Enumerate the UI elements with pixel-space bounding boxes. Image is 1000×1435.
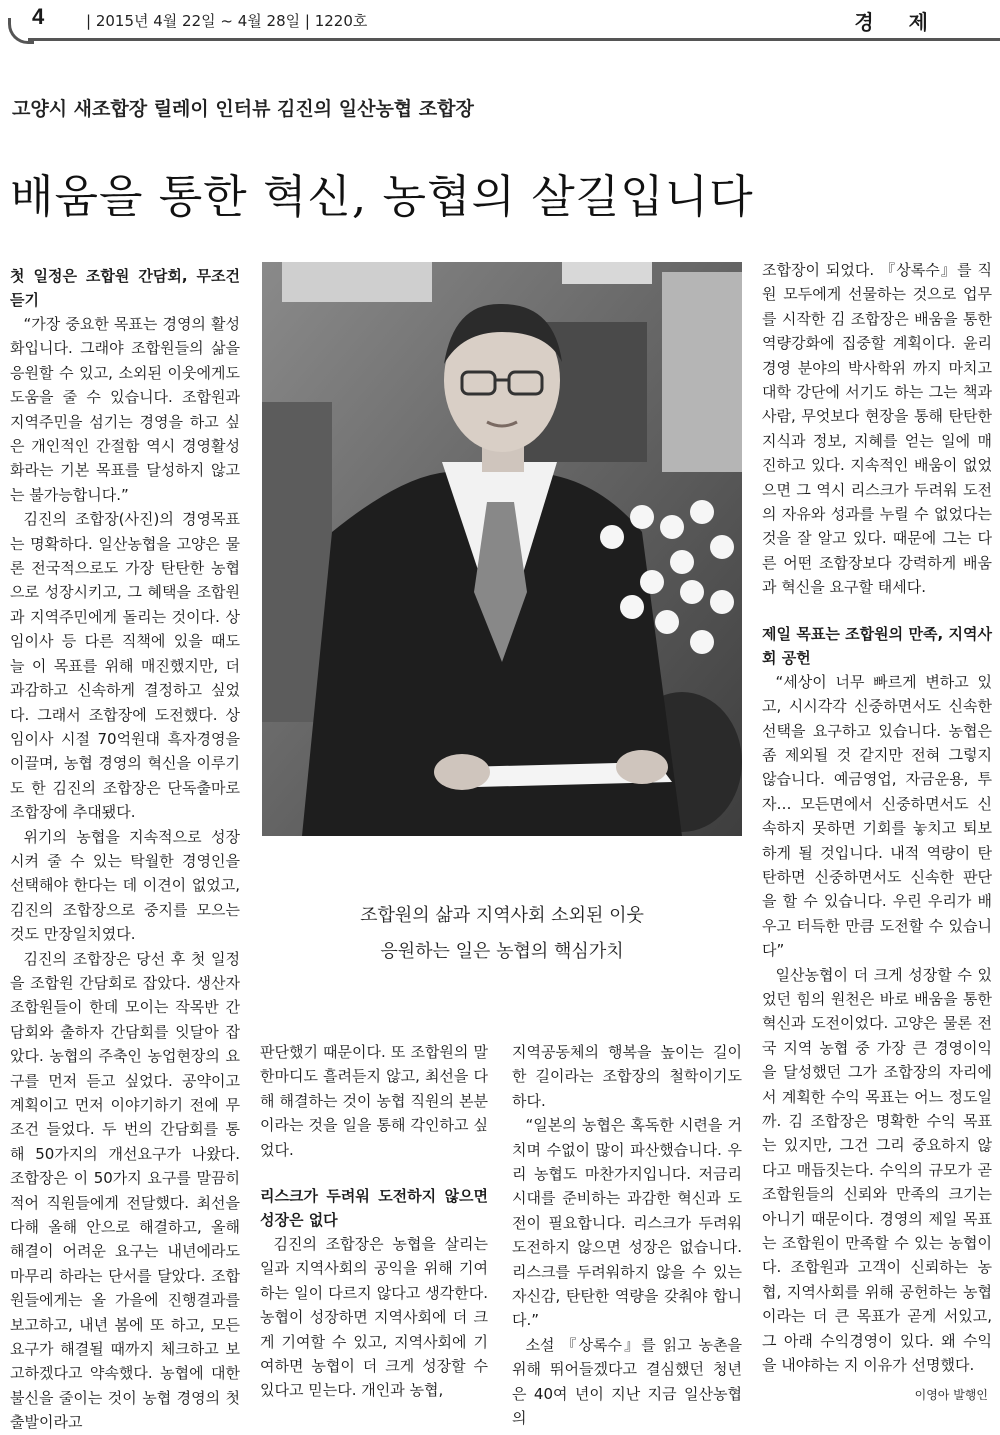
subheading: 제일 목표는 조합원의 만족, 지역사회 공헌: [762, 624, 992, 667]
subheading: 리스크가 두려워 도전하지 않으면 성장은 없다: [260, 1187, 488, 1230]
paragraph: 김진의 조합장(사진)의 경영목표는 명확하다. 일산농협을 고양은 물론 전국적으로도 가장 탄탄한 농협으로 성장시키고, 그 혜택을 조합원과 지역주민에게 돌리는 것이다. 상임이사 등 다른 직책에 있을 때도 늘 이 목표를 위해 매진했지만, 더 과감하고 신속하게 결정하고 싶었다. 그래서 조합장에 도전했다. 상임이사 시절 70억원대 흑자경영을 이끌며, 농협 경영의 혁신을 이루기도 한 김진의 조합장은 단독출마로 조합장에 추대됐다.: [10, 510, 240, 822]
paragraph: 일산농협이 더 크게 성장할 수 있었던 힘의 원천은 바로 배움을 통한 혁신과 도전이었다. 고양은 물론 전국 지역 농협 중 가장 큰 경영이익을 달성했던 그가 조합장의 자리에서 계획한 수익 목표는 어느 정도일까. 김 조합장은 명확한 수익 목표는 있지만, 그건 그리 중요하지 않다고 매듭짓는다. 수익의 규모가 곧 조합원들의 신뢰와 만족의 크기는 아니기 때문이다. 경영의 제일 목표는 조합원이 만족할 수 있는 농협이다. 조합원과 고객이 신뢰하는 농협, 지역사회를 위해 공헌하는 농협이라는 더 큰 목표가 곧게 서있고, 그 아래 수익경영이 있다. 왜 수익을 내야하는 지 이유가 선명했다.: [762, 965, 992, 1375]
paragraph: 위기의 농협을 지속적으로 성장시켜 줄 수 있는 탁월한 경영인을 선택해야 한다는 데 이견이 없었고, 김진의 조합장으로 중지를 모으는 것도 만장일치였다.: [10, 827, 240, 944]
paragraph: 김진의 조합장은 농협을 살리는 일과 지역사회의 공익을 위해 기여하는 일이 다르지 않다고 생각한다. 농협이 성장하면 지역사회에 더 크게 기여할 수 있고, 지역사회에 기여하면 농협이 더 크게 성장할 수 있다고 믿는다. 개인과 농협,: [260, 1235, 488, 1400]
paragraph: 판단했기 때문이다. 또 조합원의 말 한마디도 흘려듣지 않고, 최선을 다해 해결하는 것이 농협 직원의 본분이라는 것을 일을 통해 각인하고 싶었다.: [260, 1043, 488, 1159]
article-kicker: 고양시 새조합장 릴레이 인터뷰 김진의 일산농협 조합장: [12, 98, 474, 120]
page-number: 4: [32, 4, 45, 29]
page-header: [0, 0, 1000, 52]
paragraph: 지역공동체의 행복을 높이는 길이 한 길이라는 조합장의 철학이기도 하다.: [512, 1043, 742, 1110]
paragraph: 소설 『상록수』를 읽고 농촌을 위해 뛰어들겠다고 결심했던 청년은 40여 년이 지난 지금 일산농협의: [512, 1335, 742, 1428]
paragraph: 김진의 조합장은 당선 후 첫 일정을 조합원 간담회로 잡았다. 생산자 조합원들이 한데 모이는 작목반 간담회와 출하자 간담회를 잇달아 잡았다. 농협의 주축인 농업현장의 요구를 먼저 듣고 싶었다. 공약이고 계획이고 먼저 이야기하기 전에 무조건 들었다. 두 번의 간담회를 통해 50가지의 개선요구가 나왔다. 조합장은 이 50가지 요구를 말끔히 적어 직원들에게 전달했다. 최선을 다해 올해 안으로 해결하고, 올해 해결이 어려운 요구는 내년에라도 마무리 하라는 단서를 달았다. 조합원들에게는 올 가을에 진행결과를 보고하고, 내년 봄에 또 하고, 모든 요구가 해결될 때까지 체크하고 보고하겠다고 약속했다. 농협에 대한 불신을 줄이는 것이 농협 경영의 첫 출발이라고: [10, 949, 240, 1432]
paragraph: “일본의 농협은 혹독한 시련을 거치며 수없이 많이 파산했습니다. 우리 농협도 마찬가지입니다. 저금리시대를 준비하는 과감한 혁신과 도전이 필요합니다. 리스크가 두려워 도전하지 않으면 성장은 없습니다. 리스크를 두려워하지 않을 수 있는 자신감, 탄탄한 역량을 갖춰야 합니다.”: [512, 1116, 742, 1330]
paragraph: “세상이 너무 빠르게 변하고 있고, 시시각각 신중하면서도 신속한 선택을 요구하고 있습니다. 농협은 좀 제외될 것 같지만 전혀 그렇지 않습니다. 예금영업, 자금운용, 투자… 모든면에서 신중하면서도 신속하지 못하면 기회를 놓치고 퇴보하게 될 것입니다. 내적 역량이 탄탄하면 신중하면서도 신속한 판단을 할 수 있습니다. 우린 우리가 배우고 터득한 만큼 도전할 수 있습니다”: [762, 672, 992, 960]
byline: 이영아 발행인: [914, 1388, 988, 1402]
issue-info: | 2015년 4월 22일 ~ 4월 28일 | 1220호: [86, 12, 368, 30]
article-headline: 배움을 통한 혁신, 농협의 살길입니다: [10, 170, 754, 223]
header-rule: [28, 38, 1000, 41]
subheading: 첫 일정은 조합원 간담회, 무조건 듣기: [10, 267, 240, 309]
paragraph: “가장 중요한 목표는 경영의 활성화입니다. 그래야 조합원들의 삶을 응원할 수 있고, 소외된 이웃에게도 도움을 줄 수 있습니다. 조합원과 지역주민을 섬기는 경영을 하고 싶은 개인적인 간절함 역시 경영활성화라는 기본 목표를 달성하지 않고는 불가능합니다.”: [10, 315, 240, 504]
paragraph: 조합장이 되었다. 『상록수』를 직원 모두에게 선물하는 것으로 업무를 시작한 김 조합장은 배움을 통한 역량강화에 집중할 계획이다. 윤리경영 분야의 박사학위 까지 마치고 대학 강단에 서기도 하는 그는 책과 사람, 무엇보다 현장을 통해 탄탄한 지식과 정보, 지혜를 얻는 일에 매진하고 있다. 지속적인 배움이 없었으면 그 역시 리스크가 두려워 도전의 자유와 성과를 누릴 수 없었다는 것을 잘 알고 있다. 때문에 그는 다른 어떤 조합장보다 강력하게 배움과 혁신을 요구할 태세다.: [762, 261, 992, 597]
portrait-photo: [262, 262, 742, 836]
pull-quote-line: 조합원의 삶과 지역사회 소외된 이웃: [360, 905, 644, 926]
portrait-illustration: [262, 262, 742, 836]
pull-quote-line: 응원하는 일은 농협의 핵심가치: [380, 941, 624, 962]
article-column-2: [260, 1040, 488, 1403]
section-label: 경 제: [854, 10, 942, 34]
article-column-1: [10, 262, 240, 1435]
article-column-3: [512, 1040, 742, 1431]
article-column-4: [762, 258, 992, 1377]
pull-quote: [262, 898, 742, 970]
